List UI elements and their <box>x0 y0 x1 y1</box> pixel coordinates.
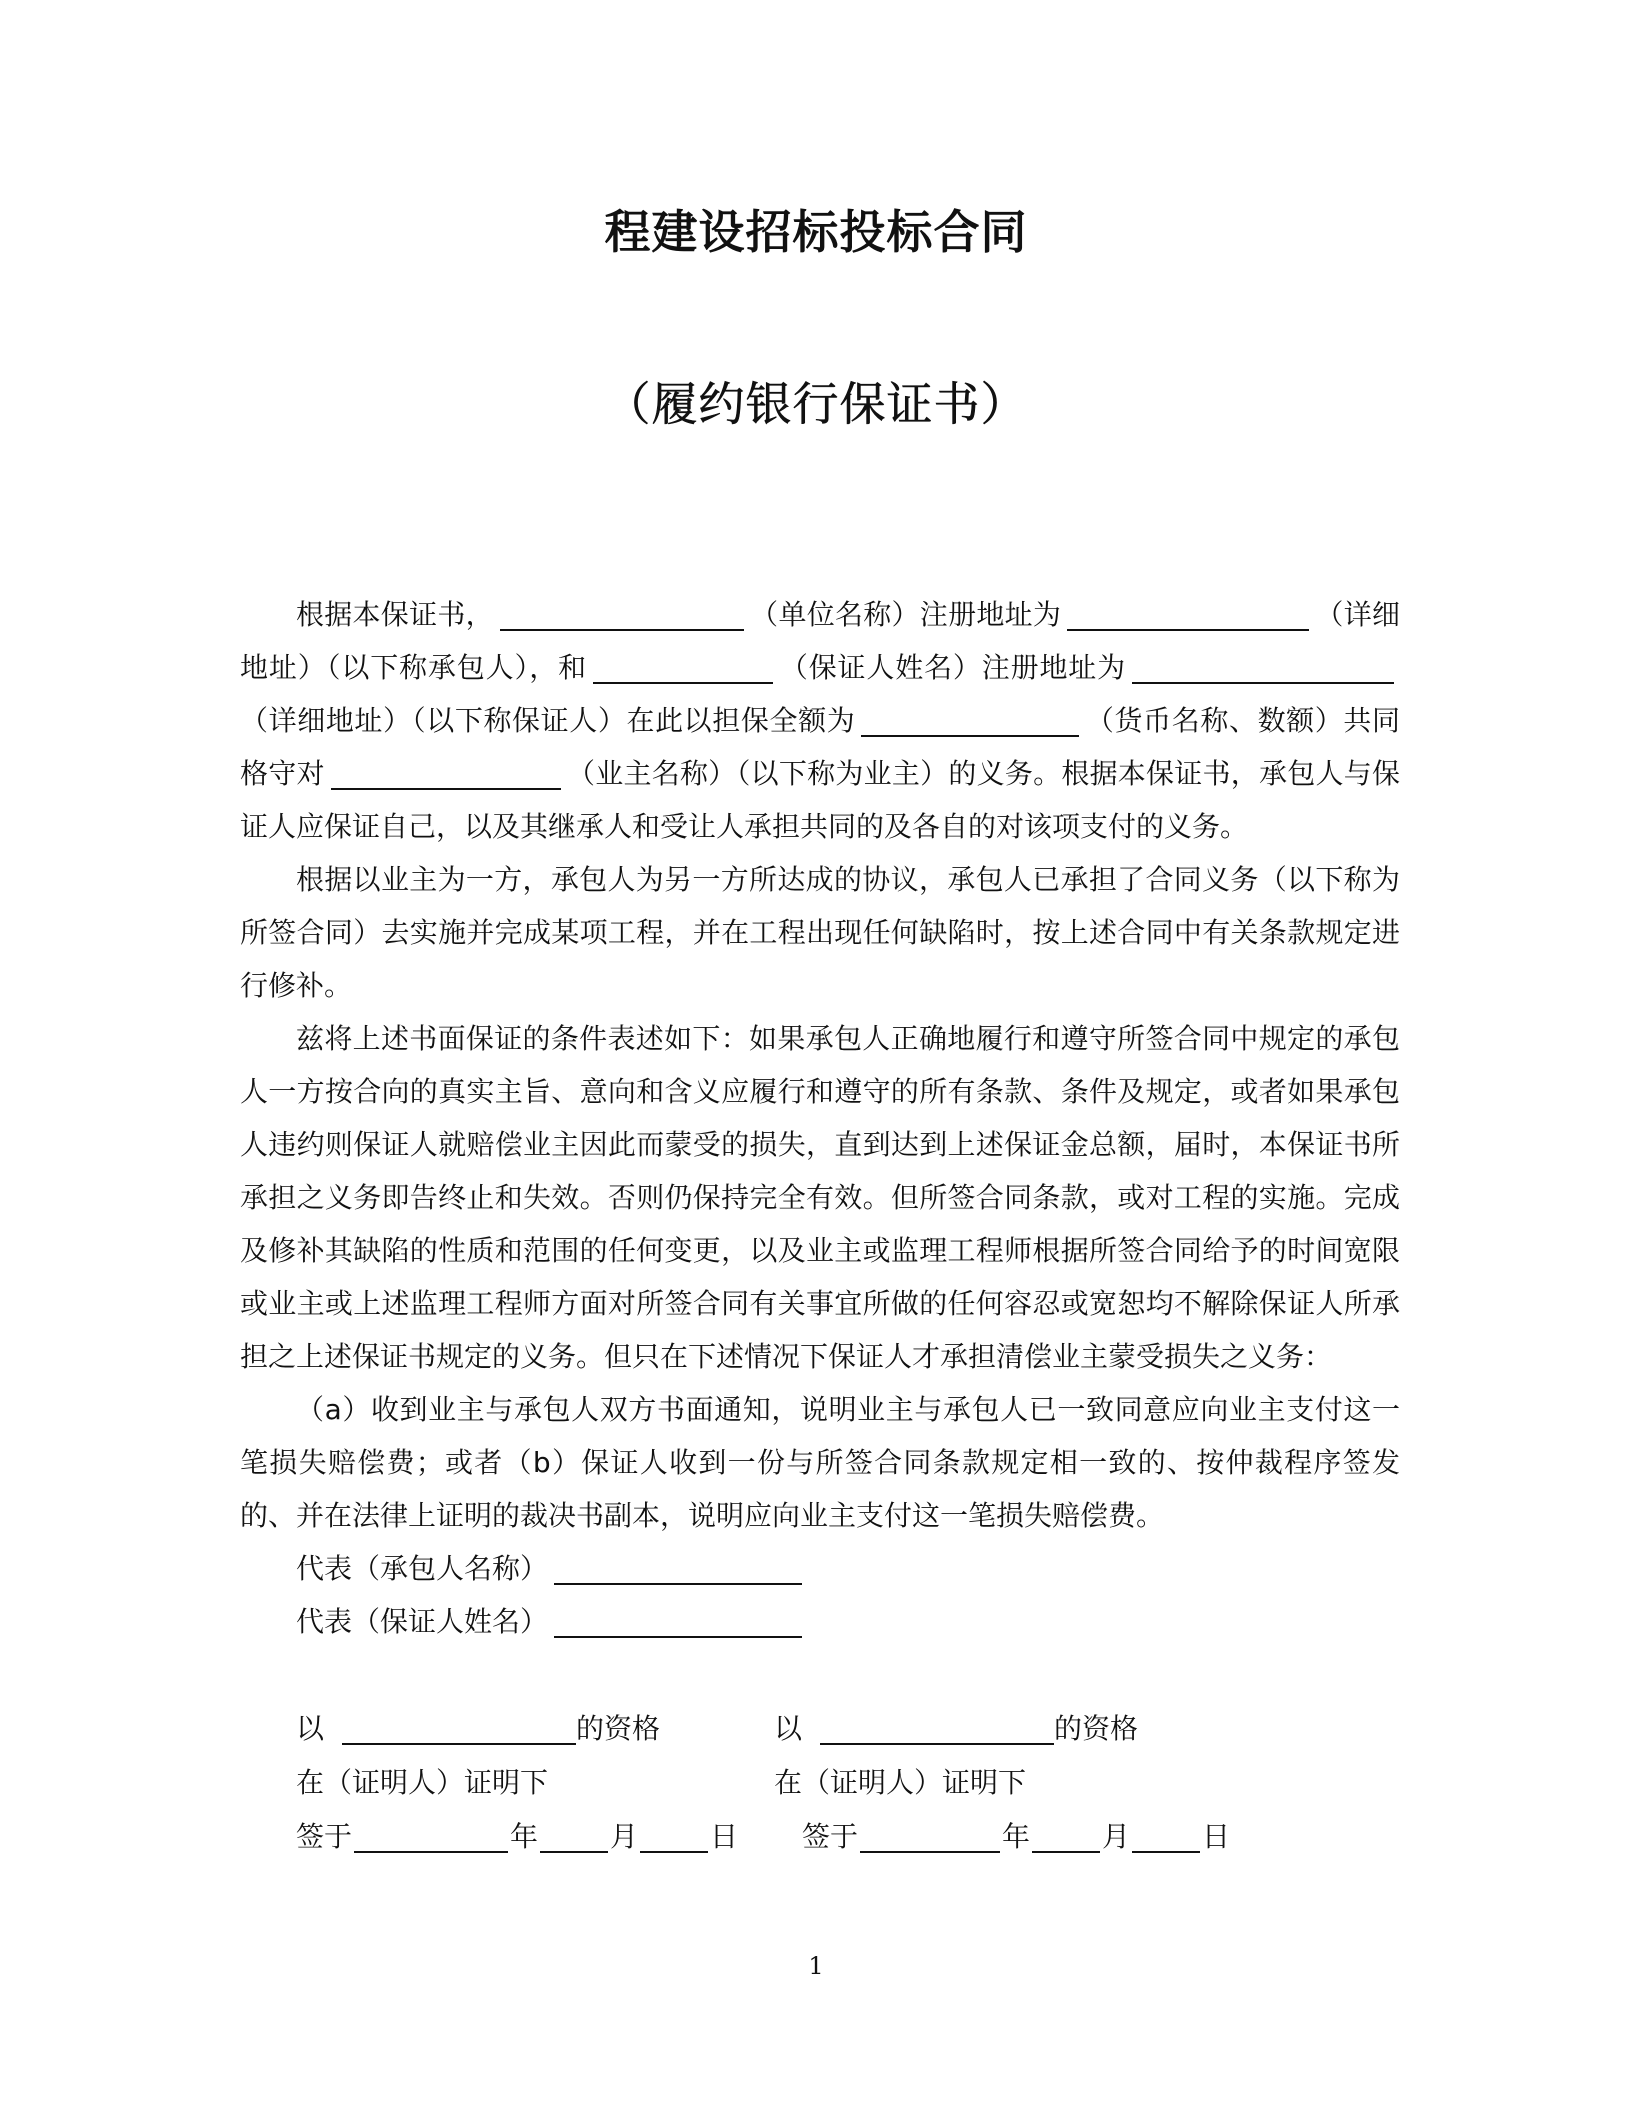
capacity-prefix-left: 以 <box>296 1712 325 1745</box>
day-label-right: 日 <box>1202 1820 1231 1853</box>
month-label-left: 月 <box>610 1820 639 1853</box>
p1-text-d: （保证人姓名）注册地址为 <box>779 651 1126 684</box>
p1-text-e: （详细地址）（以下称保证人）在此以担保全额为 <box>240 704 856 737</box>
year-label-left: 年 <box>510 1820 539 1853</box>
paragraph-1 <box>240 588 1400 853</box>
rep-guarantor-blank <box>554 1604 802 1638</box>
paragraph-2: 根据以业主为一方，承包人为另一方所达成的协议，承包人已承担了合同义务（以下称为所签合同）去实施并完成某项工程，并在工程出现任何缺陷时，按上述合同中有关条款规定进行修补。 <box>240 863 1400 1002</box>
paragraph-3: 兹将上述书面保证的条件表述如下：如果承包人正确地履行和遵守所签合同中规定的承包人一方按合向的真实主旨、意向和含义应履行和遵守的所有条款、条件及规定，或者如果承包人违约则保证人就赔偿业主因此而蒙受的损失，直到达到上述保证金总额，届时，本保证书所承担之义务即告终止和失效。否则仍保持完全有效。但所签合同条款，或对工程的实施。完成及修补其缺陷的性质和范围的任何变更，以及业主或监理工程师根据所签合同给予的时间宽限或业主或上述监理工程师方面对所签合同有关事宜所做的任何容忍或宽恕均不解除保证人所承担之上述保证书规定的义务。但只在下述情况下保证人才承担清偿业主蒙受损失之义务： <box>240 1022 1400 1373</box>
date-row-right <box>774 1810 1230 1864</box>
document-subtitle: （履约银行保证书） <box>604 377 1028 431</box>
page-number: 1 <box>808 1952 824 1980</box>
day-blank-left <box>640 1819 708 1853</box>
month-label-right: 月 <box>1102 1820 1131 1853</box>
rep-contractor-line <box>240 1542 1400 1595</box>
capacity-blank-right <box>820 1711 1054 1745</box>
capacity-blank-left <box>342 1711 576 1745</box>
witness-row-left: 在（证明人）证明下 <box>296 1766 549 1799</box>
guarantor-name-blank <box>593 650 773 684</box>
rep-contractor-label: 代表（承包人名称） <box>296 1552 549 1585</box>
guarantor-address-blank <box>1132 650 1394 684</box>
year-label-right: 年 <box>1002 1820 1031 1853</box>
p1-text-a: 根据本保证书， <box>296 598 494 631</box>
paragraph-4: （a）收到业主与承包人双方书面通知，说明业主与承包人已一致同意应向业主支付这一笔损失赔偿费；或者（b）保证人收到一份与所签合同条款规定相一致的、按仲裁程序签发的、并在法律上证明的裁决书副本，说明应向业主支付这一笔损失赔偿费。 <box>240 1393 1400 1532</box>
place-blank-right <box>860 1819 1000 1853</box>
date-row-left <box>296 1810 738 1864</box>
p1-text-b: （单位名称）注册地址为 <box>749 598 1062 631</box>
day-label-left: 日 <box>710 1820 739 1853</box>
signature-column-right <box>774 1702 1230 1864</box>
signature-column-left <box>296 1702 738 1864</box>
month-blank-right <box>1032 1819 1100 1853</box>
unit-name-blank <box>500 597 744 631</box>
p1-text-f: （货币名称、数额）共同格守对 <box>240 704 1400 790</box>
representative-lines <box>240 1542 1400 1648</box>
owner-name-blank <box>331 756 561 790</box>
day-blank-right <box>1132 1819 1200 1853</box>
rep-contractor-blank <box>554 1551 802 1585</box>
amount-blank <box>861 703 1079 737</box>
p1-text-g: （业主名称）（以下称为业主）的义务。根据本保证书，承包人与保证人应保证自己，以及其继承人和受让人承担共同的及各自的对该项支付的义务。 <box>240 757 1400 843</box>
signed-at-right: 签于 <box>802 1820 859 1853</box>
p1-text-c: （详细地址）（以下称承包人），和 <box>240 598 1400 684</box>
capacity-prefix-right: 以 <box>774 1712 803 1745</box>
rep-guarantor-label: 代表（保证人姓名） <box>296 1605 549 1638</box>
month-blank-left <box>540 1819 608 1853</box>
document-body <box>240 588 1400 1648</box>
capacity-suffix-right: 的资格 <box>1054 1712 1139 1745</box>
capacity-row-left <box>296 1702 738 1756</box>
signed-at-left: 签于 <box>296 1820 353 1853</box>
document-title: 程建设招标投标合同 <box>604 205 1028 259</box>
rep-guarantor-line <box>240 1595 1400 1648</box>
place-blank-left <box>354 1819 508 1853</box>
address-blank <box>1067 597 1309 631</box>
witness-row-right: 在（证明人）证明下 <box>774 1766 1027 1799</box>
capacity-row-right <box>774 1702 1230 1756</box>
capacity-suffix-left: 的资格 <box>576 1712 661 1745</box>
